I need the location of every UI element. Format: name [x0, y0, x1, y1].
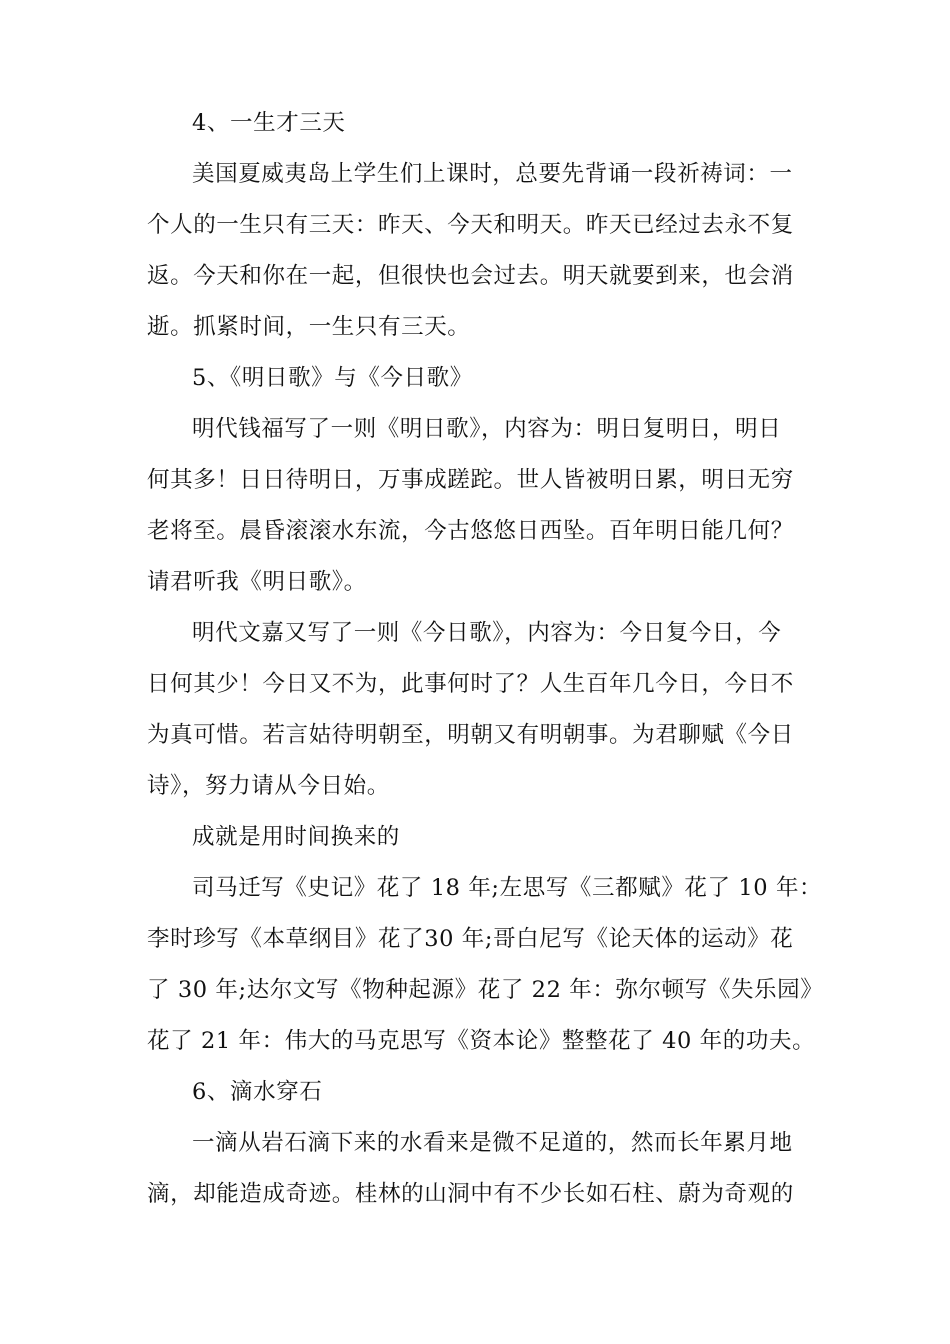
paragraph-line: 花了 21 年：伟大的马克思写《资本论》整整花了 40 年的功夫。	[147, 1028, 816, 1054]
paragraph-line: 何其多！日日待明日，万事成蹉跎。世人皆被明日累，明日无穷	[147, 467, 794, 493]
paragraph-line: 请君听我《明日歌》。	[147, 569, 367, 595]
section-heading: 成就是用时间换来的	[192, 824, 400, 850]
paragraph-line: 明代钱福写了一则《明日歌》，内容为：明日复明日，明日	[192, 416, 782, 442]
paragraph-line: 司马迁写《史记》花了 18 年;左思写《三都赋》花了 10 年：	[192, 875, 823, 901]
section-heading: 4、一生才三天	[192, 110, 346, 136]
paragraph-line: 李时珍写《本草纲目》花了30 年;哥白尼写《论天体的运动》花	[147, 926, 794, 952]
paragraph-line: 一滴从岩石滴下来的水看来是微不足道的，然而长年累月地	[192, 1130, 793, 1156]
section-heading: 6、滴水穿石	[192, 1079, 323, 1105]
paragraph-line: 返。今天和你在一起，但很快也会过去。明天就要到来，也会消	[147, 263, 794, 289]
paragraph-line: 了 30 年;达尔文写《物种起源》花了 22 年：弥尔顿写《失乐园》	[147, 977, 824, 1003]
document-body	[147, 98, 824, 1220]
paragraph-line: 明代文嘉又写了一则《今日歌》，内容为：今日复今日，今	[192, 620, 782, 646]
paragraph-line: 美国夏威夷岛上学生们上课时，总要先背诵一段祈祷词：一	[192, 161, 793, 187]
paragraph-line: 滴，却能造成奇迹。桂林的山洞中有不少长如石柱、蔚为奇观的	[147, 1181, 794, 1207]
paragraph-line: 逝。抓紧时间，一生只有三天。	[147, 314, 471, 340]
paragraph-line: 老将至。晨昏滚滚水东流，今古悠悠日西坠。百年明日能几何？	[147, 518, 794, 544]
paragraph-line: 为真可惜。若言姑待明朝至，明朝又有明朝事。为君聊赋《今日	[147, 722, 794, 748]
paragraph-line: 个人的一生只有三天：昨天、今天和明天。昨天已经过去永不复	[147, 212, 794, 238]
section-heading: 5、《明日歌》与《今日歌》	[192, 365, 473, 391]
paragraph-line: 诗》，努力请从今日始。	[147, 773, 390, 799]
paragraph-line: 日何其少！今日又不为，此事何时了？人生百年几今日，今日不	[147, 671, 794, 697]
